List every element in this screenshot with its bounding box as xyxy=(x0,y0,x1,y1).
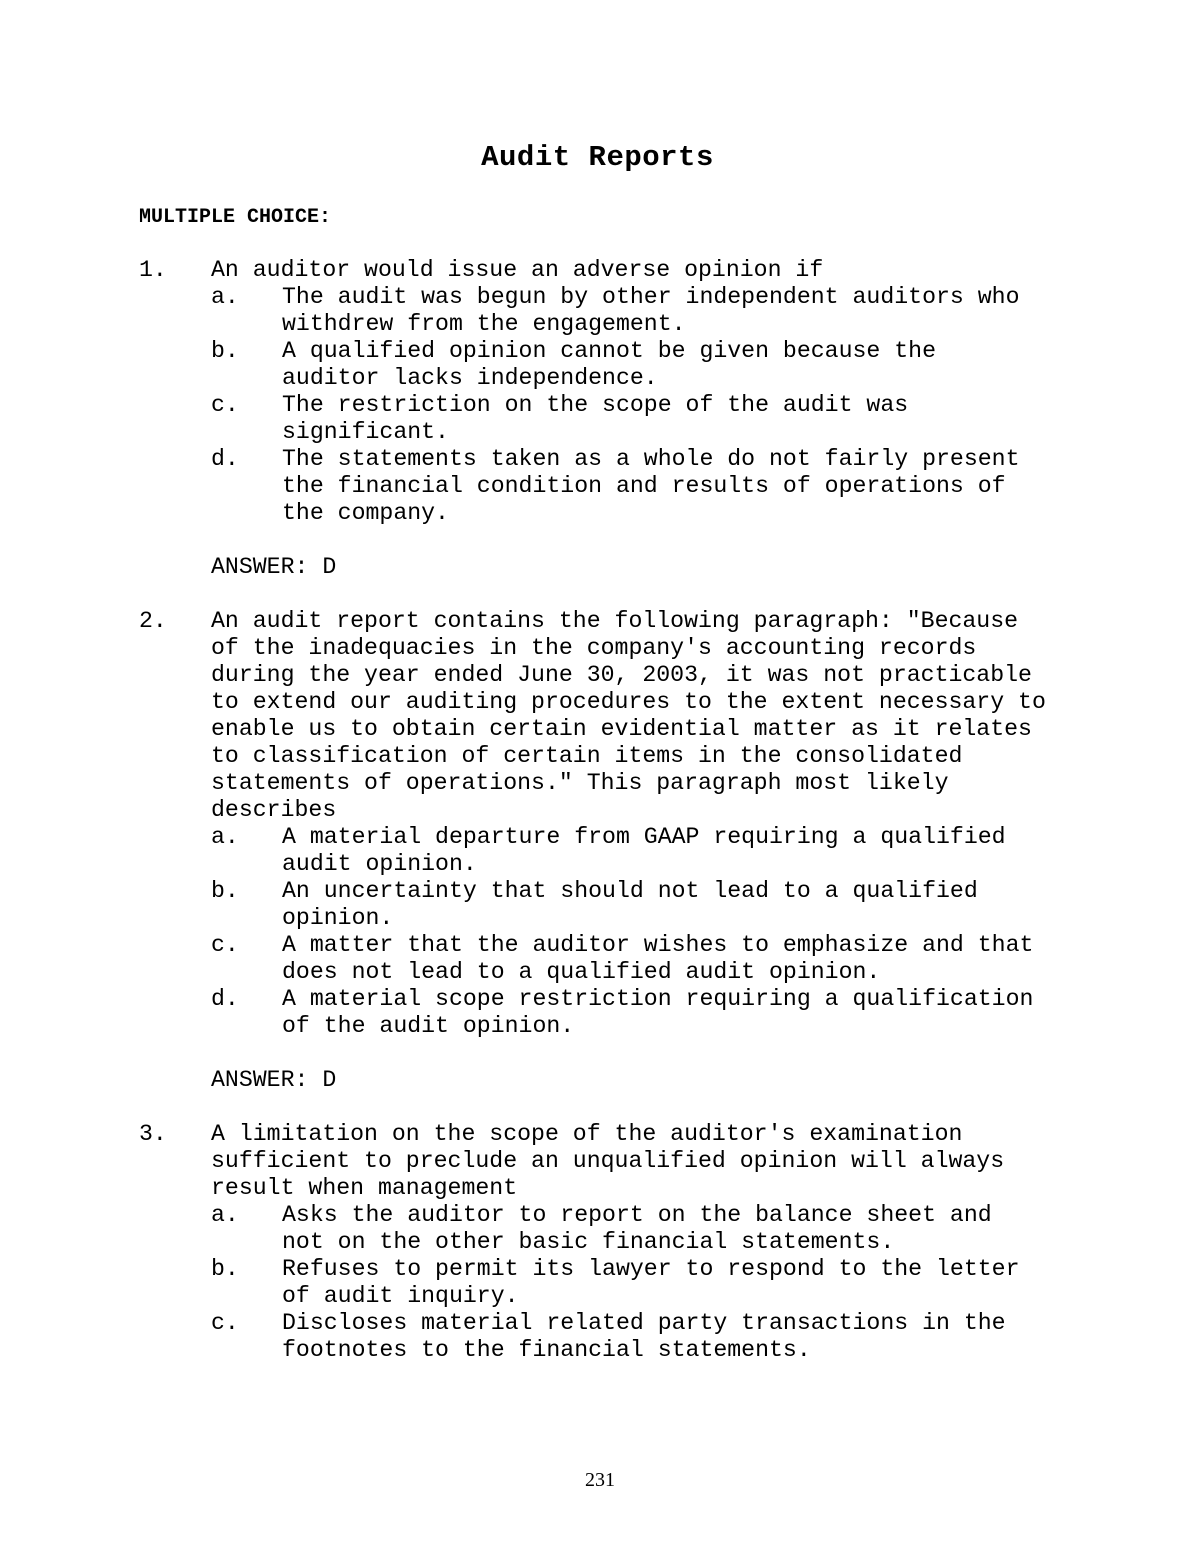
option-line: Refuses to permit its lawyer to respond to the letter xyxy=(282,1256,1020,1282)
option-letter: a. xyxy=(211,284,239,310)
stem-line: statements of operations." This paragraph most likely xyxy=(211,770,949,796)
option-b xyxy=(211,878,1139,932)
option-line: footnotes to the financial statements. xyxy=(282,1337,811,1363)
section-heading: MULTIPLE CHOICE: xyxy=(139,206,332,229)
option-c xyxy=(211,1310,1139,1364)
option-letter: b. xyxy=(211,1256,239,1282)
option-line: withdrew from the engagement. xyxy=(282,311,686,337)
stem-line: An audit report contains the following paragraph: "Because xyxy=(211,608,1019,634)
option-line: of audit inquiry. xyxy=(282,1283,519,1309)
option-letter: d. xyxy=(211,986,239,1012)
option-line: auditor lacks independence. xyxy=(282,365,658,391)
option-d xyxy=(211,446,1139,527)
option-letter: a. xyxy=(211,824,239,850)
option-letter: a. xyxy=(211,1202,239,1228)
option-c xyxy=(211,392,1139,446)
option-line: A matter that the auditor wishes to emphasize and that xyxy=(282,932,1034,958)
option-line: The restriction on the scope of the audit was xyxy=(282,392,909,418)
option-line: opinion. xyxy=(282,905,394,931)
option-line: significant. xyxy=(282,419,449,445)
option-line: A material departure from GAAP requiring a qualified xyxy=(282,824,1006,850)
stem-line: to classification of certain items in the consolidated xyxy=(211,743,963,769)
option-line: A qualified opinion cannot be given because the xyxy=(282,338,936,364)
page-title: Audit Reports xyxy=(481,141,714,174)
option-line: The audit was begun by other independent auditors who xyxy=(282,284,1020,310)
page-number: 231 xyxy=(585,1469,615,1491)
option-a xyxy=(211,824,1139,878)
option-d xyxy=(211,986,1139,1040)
question-stem xyxy=(211,257,1139,284)
option-letter: b. xyxy=(211,338,239,364)
option-b xyxy=(211,1256,1139,1310)
option-line: not on the other basic financial statements. xyxy=(282,1229,895,1255)
option-line: of the audit opinion. xyxy=(282,1013,575,1039)
stem-line: result when management xyxy=(211,1175,518,1201)
question-stem xyxy=(211,1121,1139,1202)
answer-line: ANSWER: D xyxy=(211,1067,337,1093)
option-line: audit opinion. xyxy=(282,851,477,877)
option-line: An uncertainty that should not lead to a qualified xyxy=(282,878,978,904)
option-letter: c. xyxy=(211,392,239,418)
option-a xyxy=(211,284,1139,338)
question-number: 2. xyxy=(139,608,167,634)
answer-line: ANSWER: D xyxy=(211,554,337,580)
stem-line: describes xyxy=(211,797,337,823)
option-b xyxy=(211,338,1139,392)
option-a xyxy=(211,1202,1139,1256)
stem-line: An auditor would issue an adverse opinion if xyxy=(211,257,824,283)
stem-line: during the year ended June 30, 2003, it was not practicable xyxy=(211,662,1032,688)
question-3 xyxy=(139,1121,1139,1364)
stem-line: of the inadequacies in the company's accounting records xyxy=(211,635,977,661)
option-line: Asks the auditor to report on the balance sheet and xyxy=(282,1202,992,1228)
question-number: 1. xyxy=(139,257,167,283)
option-letter: c. xyxy=(211,932,239,958)
stem-line: enable us to obtain certain evidential matter as it relates xyxy=(211,716,1032,742)
option-line: does not lead to a qualified audit opinion. xyxy=(282,959,881,985)
question-stem xyxy=(211,608,1139,824)
option-line: the company. xyxy=(282,500,449,526)
question-number: 3. xyxy=(139,1121,167,1147)
question-2 xyxy=(139,608,1139,1094)
option-line: Discloses material related party transactions in the xyxy=(282,1310,1006,1336)
option-c xyxy=(211,932,1139,986)
question-list xyxy=(139,257,1139,1391)
option-letter: b. xyxy=(211,878,239,904)
option-line: The statements taken as a whole do not fairly present xyxy=(282,446,1020,472)
option-line: the financial condition and results of operations of xyxy=(282,473,1006,499)
stem-line: sufficient to preclude an unqualified opinion will always xyxy=(211,1148,1005,1174)
stem-line: A limitation on the scope of the auditor's examination xyxy=(211,1121,963,1147)
option-letter: d. xyxy=(211,446,239,472)
stem-line: to extend our auditing procedures to the extent necessary to xyxy=(211,689,1046,715)
option-letter: c. xyxy=(211,1310,239,1336)
question-1 xyxy=(139,257,1139,581)
option-line: A material scope restriction requiring a qualification xyxy=(282,986,1034,1012)
